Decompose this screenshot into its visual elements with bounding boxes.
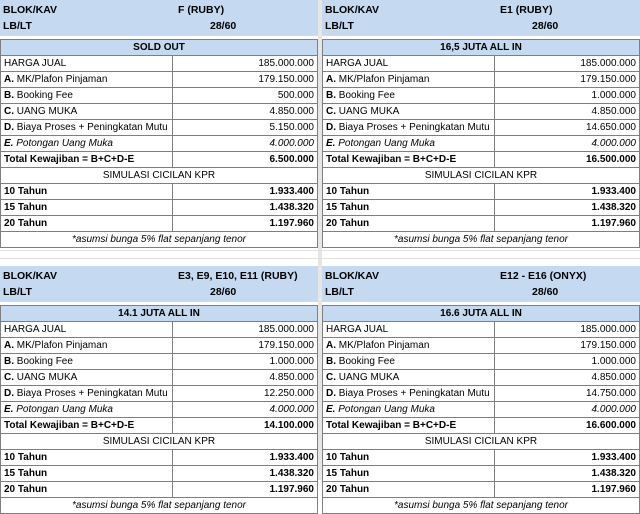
row-d-value: 12.250.000 bbox=[173, 386, 318, 402]
row-c-value: 4.850.000 bbox=[173, 370, 318, 386]
tenor-20-label: 20 Tahun bbox=[1, 482, 173, 498]
tenor-10-value: 1.933.400 bbox=[173, 184, 318, 200]
tenor-15-label: 15 Tahun bbox=[1, 200, 173, 216]
table-row bbox=[323, 370, 640, 386]
row-a-value: 179.150.000 bbox=[173, 72, 318, 88]
lblt-value: 28/60 bbox=[532, 286, 559, 298]
table-row bbox=[1, 386, 318, 402]
total-value: 16.500.000 bbox=[495, 152, 640, 168]
table-row bbox=[1, 354, 318, 370]
table-row bbox=[1, 482, 318, 498]
row-d-value: 14.650.000 bbox=[495, 120, 640, 136]
table-row bbox=[1, 200, 318, 216]
table-row bbox=[323, 402, 640, 418]
table-row bbox=[323, 120, 640, 136]
table-row bbox=[1, 402, 318, 418]
total-value: 14.100.000 bbox=[173, 418, 318, 434]
table-row bbox=[323, 184, 640, 200]
row-c-value: 4.850.000 bbox=[495, 104, 640, 120]
row-a-label: A. MK/Plafon Pinjaman bbox=[1, 72, 173, 88]
table-row bbox=[1, 88, 318, 104]
tenor-20-value: 1.197.960 bbox=[173, 482, 318, 498]
table-row bbox=[1, 120, 318, 136]
blok-label: BLOK/KAV bbox=[325, 270, 380, 282]
status-band: 14.1 JUTA ALL IN bbox=[1, 306, 318, 322]
total-label: Total Kewajiban = B+C+D-E bbox=[1, 418, 173, 434]
interest-note: *asumsi bunga 5% flat sepanjang tenor bbox=[323, 232, 640, 248]
blok-label: BLOK/KAV bbox=[325, 4, 380, 16]
table-row bbox=[1, 72, 318, 88]
row-a-label: A. MK/Plafon Pinjaman bbox=[323, 72, 495, 88]
table-row bbox=[1, 450, 318, 466]
tenor-10-value: 1.933.400 bbox=[173, 450, 318, 466]
tenor-10-label: 10 Tahun bbox=[323, 450, 495, 466]
row-b-label: B. Booking Fee bbox=[1, 354, 173, 370]
row-a-value: 179.150.000 bbox=[173, 338, 318, 354]
price-table bbox=[322, 39, 640, 248]
tenor-10-label: 10 Tahun bbox=[1, 184, 173, 200]
table-row bbox=[323, 88, 640, 104]
price-panel bbox=[322, 266, 640, 514]
row-e-label: E. Potongan Uang Muka bbox=[1, 402, 173, 418]
simulation-heading: SIMULASI CICILAN KPR bbox=[1, 168, 318, 184]
price-table bbox=[0, 305, 318, 514]
tenor-20-value: 1.197.960 bbox=[495, 216, 640, 232]
status-band: 16,5 JUTA ALL IN bbox=[323, 40, 640, 56]
blok-label: BLOK/KAV bbox=[3, 270, 58, 282]
interest-note: *asumsi bunga 5% flat sepanjang tenor bbox=[323, 498, 640, 514]
lblt-label: LB/LT bbox=[3, 20, 32, 32]
tenor-15-value: 1.438.320 bbox=[173, 200, 318, 216]
table-row bbox=[323, 200, 640, 216]
blok-label: BLOK/KAV bbox=[3, 4, 58, 16]
row-b-value: 1.000.000 bbox=[495, 88, 640, 104]
price-table bbox=[322, 305, 640, 514]
table-row bbox=[323, 104, 640, 120]
total-value: 16.600.000 bbox=[495, 418, 640, 434]
tenor-15-label: 15 Tahun bbox=[323, 200, 495, 216]
table-row bbox=[323, 322, 640, 338]
table-row bbox=[323, 354, 640, 370]
row-c-label: C. UANG MUKA bbox=[323, 370, 495, 386]
table-row bbox=[323, 72, 640, 88]
table-row bbox=[323, 216, 640, 232]
table-row bbox=[1, 136, 318, 152]
table-row bbox=[323, 152, 640, 168]
blok-value: E12 - E16 (ONYX) bbox=[500, 270, 587, 282]
harga-label: HARGA JUAL bbox=[323, 56, 495, 72]
row-d-value: 14.750.000 bbox=[495, 386, 640, 402]
table-row bbox=[1, 322, 318, 338]
row-a-label: A. MK/Plafon Pinjaman bbox=[323, 338, 495, 354]
interest-note: *asumsi bunga 5% flat sepanjang tenor bbox=[1, 232, 318, 248]
harga-value: 185.000.000 bbox=[173, 56, 318, 72]
tenor-15-label: 15 Tahun bbox=[1, 466, 173, 482]
row-e-value: 4.000.000 bbox=[495, 402, 640, 418]
table-row bbox=[1, 466, 318, 482]
row-b-label: B. Booking Fee bbox=[323, 354, 495, 370]
price-panel bbox=[322, 0, 640, 248]
harga-value: 185.000.000 bbox=[173, 322, 318, 338]
tenor-20-value: 1.197.960 bbox=[173, 216, 318, 232]
tenor-15-value: 1.438.320 bbox=[173, 466, 318, 482]
table-row bbox=[1, 216, 318, 232]
status-band: SOLD OUT bbox=[1, 40, 318, 56]
row-c-label: C. UANG MUKA bbox=[1, 104, 173, 120]
row-c-value: 4.850.000 bbox=[495, 370, 640, 386]
harga-value: 185.000.000 bbox=[495, 322, 640, 338]
row-a-label: A. MK/Plafon Pinjaman bbox=[1, 338, 173, 354]
row-e-value: 4.000.000 bbox=[495, 136, 640, 152]
table-row bbox=[1, 370, 318, 386]
blok-value: E3, E9, E10, E11 (RUBY) bbox=[178, 270, 298, 282]
row-e-label: E. Potongan Uang Muka bbox=[323, 136, 495, 152]
blok-value: E1 (RUBY) bbox=[500, 4, 553, 16]
panel-header bbox=[322, 0, 640, 36]
table-row bbox=[323, 466, 640, 482]
price-panel bbox=[0, 0, 318, 248]
panel-header bbox=[0, 0, 318, 36]
panel-header bbox=[322, 266, 640, 302]
blok-value: F (RUBY) bbox=[178, 4, 225, 16]
tenor-10-label: 10 Tahun bbox=[1, 450, 173, 466]
harga-value: 185.000.000 bbox=[495, 56, 640, 72]
tenor-10-label: 10 Tahun bbox=[323, 184, 495, 200]
simulation-heading: SIMULASI CICILAN KPR bbox=[323, 434, 640, 450]
row-b-label: B. Booking Fee bbox=[1, 88, 173, 104]
status-band: 16.6 JUTA ALL IN bbox=[323, 306, 640, 322]
table-row bbox=[323, 386, 640, 402]
row-e-label: E. Potongan Uang Muka bbox=[1, 136, 173, 152]
table-row bbox=[323, 136, 640, 152]
table-row bbox=[323, 418, 640, 434]
table-row bbox=[1, 418, 318, 434]
table-row bbox=[323, 482, 640, 498]
lblt-value: 28/60 bbox=[532, 20, 559, 32]
row-c-label: C. UANG MUKA bbox=[323, 104, 495, 120]
tenor-20-label: 20 Tahun bbox=[323, 482, 495, 498]
row-c-value: 4.850.000 bbox=[173, 104, 318, 120]
tenor-15-value: 1.438.320 bbox=[495, 200, 640, 216]
tenor-15-label: 15 Tahun bbox=[323, 466, 495, 482]
row-a-value: 179.150.000 bbox=[495, 72, 640, 88]
total-label: Total Kewajiban = B+C+D-E bbox=[323, 152, 495, 168]
lblt-label: LB/LT bbox=[3, 286, 32, 298]
table-row bbox=[323, 450, 640, 466]
row-d-label: D. Biaya Proses + Peningkatan Mutu bbox=[1, 386, 173, 402]
simulation-heading: SIMULASI CICILAN KPR bbox=[1, 434, 318, 450]
tenor-15-value: 1.438.320 bbox=[495, 466, 640, 482]
total-label: Total Kewajiban = B+C+D-E bbox=[1, 152, 173, 168]
row-b-value: 500.000 bbox=[173, 88, 318, 104]
lblt-label: LB/LT bbox=[325, 286, 354, 298]
tenor-20-label: 20 Tahun bbox=[1, 216, 173, 232]
table-row bbox=[1, 152, 318, 168]
price-table bbox=[0, 39, 318, 248]
table-row bbox=[323, 338, 640, 354]
panel-header bbox=[0, 266, 318, 302]
simulation-heading: SIMULASI CICILAN KPR bbox=[323, 168, 640, 184]
interest-note: *asumsi bunga 5% flat sepanjang tenor bbox=[1, 498, 318, 514]
table-row bbox=[1, 56, 318, 72]
table-row bbox=[323, 56, 640, 72]
tenor-10-value: 1.933.400 bbox=[495, 184, 640, 200]
total-value: 6.500.000 bbox=[173, 152, 318, 168]
harga-label: HARGA JUAL bbox=[323, 322, 495, 338]
row-b-value: 1.000.000 bbox=[495, 354, 640, 370]
table-row bbox=[1, 338, 318, 354]
row-d-label: D. Biaya Proses + Peningkatan Mutu bbox=[323, 120, 495, 136]
row-d-label: D. Biaya Proses + Peningkatan Mutu bbox=[1, 120, 173, 136]
lblt-label: LB/LT bbox=[325, 20, 354, 32]
row-e-value: 4.000.000 bbox=[173, 136, 318, 152]
tenor-10-value: 1.933.400 bbox=[495, 450, 640, 466]
row-d-label: D. Biaya Proses + Peningkatan Mutu bbox=[323, 386, 495, 402]
tenor-20-value: 1.197.960 bbox=[495, 482, 640, 498]
row-e-label: E. Potongan Uang Muka bbox=[323, 402, 495, 418]
table-row bbox=[1, 104, 318, 120]
row-b-value: 1.000.000 bbox=[173, 354, 318, 370]
row-separator bbox=[0, 258, 640, 259]
total-label: Total Kewajiban = B+C+D-E bbox=[323, 418, 495, 434]
price-panel bbox=[0, 266, 318, 514]
row-d-value: 5.150.000 bbox=[173, 120, 318, 136]
harga-label: HARGA JUAL bbox=[1, 56, 173, 72]
table-row bbox=[1, 184, 318, 200]
row-e-value: 4.000.000 bbox=[173, 402, 318, 418]
tenor-20-label: 20 Tahun bbox=[323, 216, 495, 232]
lblt-value: 28/60 bbox=[210, 20, 237, 32]
lblt-value: 28/60 bbox=[210, 286, 237, 298]
row-c-label: C. UANG MUKA bbox=[1, 370, 173, 386]
row-separator bbox=[0, 250, 640, 251]
row-b-label: B. Booking Fee bbox=[323, 88, 495, 104]
harga-label: HARGA JUAL bbox=[1, 322, 173, 338]
row-a-value: 179.150.000 bbox=[495, 338, 640, 354]
